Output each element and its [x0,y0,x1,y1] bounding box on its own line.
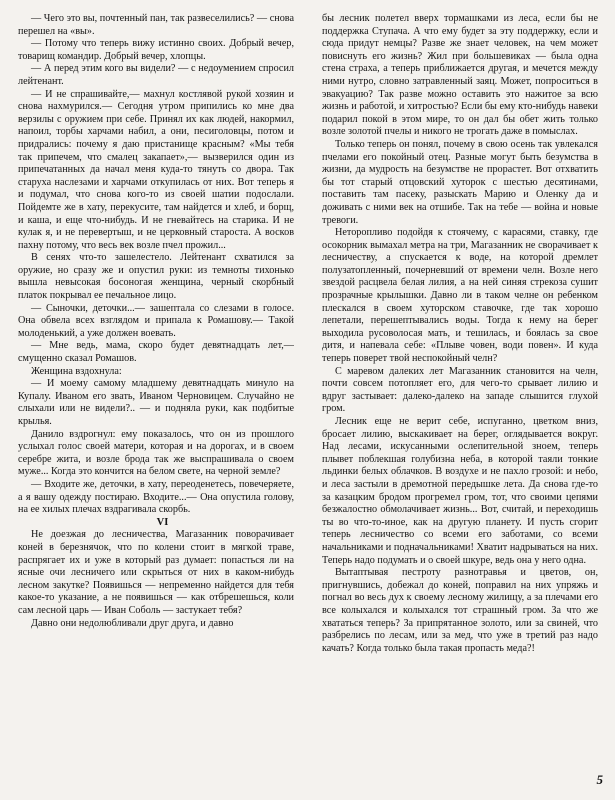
paragraph: — И не спрашивайте,— махнул костлявой рукой хозяин и снова нахмурился.— Сегодня утром припились ко мне два верзилы с оружием при себе. Принял их как людей, накормил, напоил, торбы харчами набил, а они, песиголовцы, потом и придрались: почему я даю пристанище красным? «Мы тебя так припечем, что смалец закапает»,— вызверился один из припечатанных да начал меня куда-то тянуть со двора. Так старуха наслезами и харчами откупилась от них. Вот теперь я и подумал, что снова кого-то из своей шатии подослали. Пойдемте же в хату, перекусите, там найдется и хлеб, и борщ, и каша, и еще что-нибудь. И не гневайтесь на старика. И не кулак я, и не перевертыш, и не церковный староста. А восков пахну потому, что весь век возле пчел прожил... [18,88,294,251]
right-column [322,13,598,655]
paragraph: — Потому что теперь вижу истинно своих. Добрый вечер, товарищ командир. Добрый вечер, хлопцы. [18,38,294,62]
paragraph: бы лесник полетел вверх тормашками из леса, если бы не поддержка Ступача. А что ему будет за эту поддержку, если и сюда придут немцы? Разве же знает человек, на чем может повиснуть его жизнь? Жил при большевиках — была одна стена страха, а теперь приближается другая, и мечется между ними нутро, словно затравленный заяц. Может, попроситься в эвакуацию? Так разве можно оставить это нажитое за всю жизнь и работой, и хитростью? Если бы ему кто-нибудь навеки подарил покой в этом мире, то он дал бы обет жить только возле золотой пчелы и никого не трогать даже в помыслах. [322,13,598,138]
paragraph: — Чего это вы, почтенный пан, так развеселились? — снова перешел на «вы». [18,13,294,37]
paragraph: В сенях что-то зашелестело. Лейтенант схватился за оружие, но сразу же и опустил руки: из темноты тихонько вышла невысокая босоногая женщина, черный скорбный платок покрывал ее печальное лицо. [18,252,294,302]
paragraph: Лесник еще не верит себе, испуганно, цветком вниз, бросает лилию, выскакивает на берег, оглядывается вокруг. Над лесами, искусанными ослепительной зноем, теперь плывет поблекшая голубизна неба, в которой таяли тонкие льдинки белых облачков. В воздухе и не пахло грозой: и небо, и леса застыли в дремотной передышке лета. Да снова где-то за казацким бродом прогремел гром, тот, что своими цепями безжалостно обмолачивает жизнь... Вот, считай, и переходишь ты во что-то-иное, как на другую планету. И пусть сгорит теперь лесничество со всеми его заботами, со всеми начальниками и подначальниками! Хватит надрываться на них. Теперь надо подумать и о своей шкуре, ведь она у него одна. [322,416,598,566]
paragraph: — Входите же, деточки, в хату, переоденетесь, повечеряете, а я вашу одежду постираю. Входите...— Она опустила голову, на ее хилых плечах вздрагивала скорбь. [18,478,294,516]
section-number: VI [156,516,169,528]
left-column [18,13,294,630]
paragraph: Давно они недолюбливали друг друга, и давно [31,617,234,629]
paragraph: Женщина вздохнула: [31,365,122,377]
paragraph: — Сыночки, деточки...— зашептала со слезами в голосе. Она обвела всех взглядом и припала к Ромашову.— Такой молоденький, а уже должен воевать. [18,302,294,339]
paragraph: — Мне ведь, мама, скоро будет девятнадцать лет,— смущенно сказал Ромашов. [18,340,294,365]
page-number: 5 [596,772,603,787]
paragraph: Не доезжая до лесничества, Магазанник поворачивает коней в березнячок, что по колени стоит в мягкой траве, распрягает их и уже в который раз думает: попасться ли на ясные очи лесничего или скрыться от них в каком-нибудь лесном закутке? Появишься — непременно найдется для тебя какое-то указание, а не появишься — как отбрешешься, коли сам лесной царь — Иван Соболь — застукает тебя? [18,529,294,616]
paragraph: Данило вздрогнул: ему показалось, что он из прошлого услыхал голос своей матери, которая и на дорогах, и в своем серебре жита, и возле брода так же выспрашивала о своем муже... Когда это кончится на белом свете, на черной земле? [18,428,294,478]
paragraph: С маревом далеких лет Магазанник становится на челн, почти совсем потопляет его, для чего-то срывает лилию и вдруг застывает: далеко-далеко на западе слышится глухой гром. [322,365,598,415]
paragraph: Вытаптывая пестроту разнотравья и цветов, он, пригнувшись, добежал до коней, поправил на них упряжь и погнал во весь дух к своему лесному жилищу, а за плечами его все колыхался и колыхался тот страшный гром. За что же хвататься теперь? За припрятанное золото, или за свиней, что разбрелись по лесам, или за мед, что уже в третий раз надо качать? Когда только была такая пропасть меда?! [322,567,598,654]
paragraph: Неторопливо подойдя к стоячему, с карасями, ставку, где осокорник вымахал метра на три, Магазанник не сворачивает к лесничеству, а спускается к воде, на которой дремлет полузатопленный, почерневший от времени челн. Возле него звездой расцвела белая лилия, а на ней синяя стрекоза сушит прозрачные крылышки. Давно ли в таком челне он ребенком плескался в своем хуторском ставочке, где так хорошо лепетали, перешептывались воды. Тогда к нему на берег выходила русоволосая мать, и тешилась, и боялась за свое дитя, и напевала себе: «Плыве човен, води повен». И куда теперь поверет твой неспокойный челн? [322,227,598,365]
paragraph: — А перед этим кого вы видели? — с недоумением спросил лейтенант. [18,63,294,87]
paragraph: Только теперь он понял, почему в свою осень так увлекался пчелами его покойный отец. Разные могут быть безумства в жизни, да мудрость на безумстве не прорастет. Вот отхватить бы тот старый отцовский хуторок с шестью десятинами, поставить там пасеку, разыскать Марию и Оленку да и доживать с ними век на отшибе. Так на тебе — война и новые тревоги. [322,138,598,226]
paragraph: — И моему самому младшему девятнадцать минуло на Купалу. Иваном его звать, Иваном Черновицем. Случайно не слыхали или не видели?.. — и подняла руки, как подбитые крылья. [18,378,294,427]
